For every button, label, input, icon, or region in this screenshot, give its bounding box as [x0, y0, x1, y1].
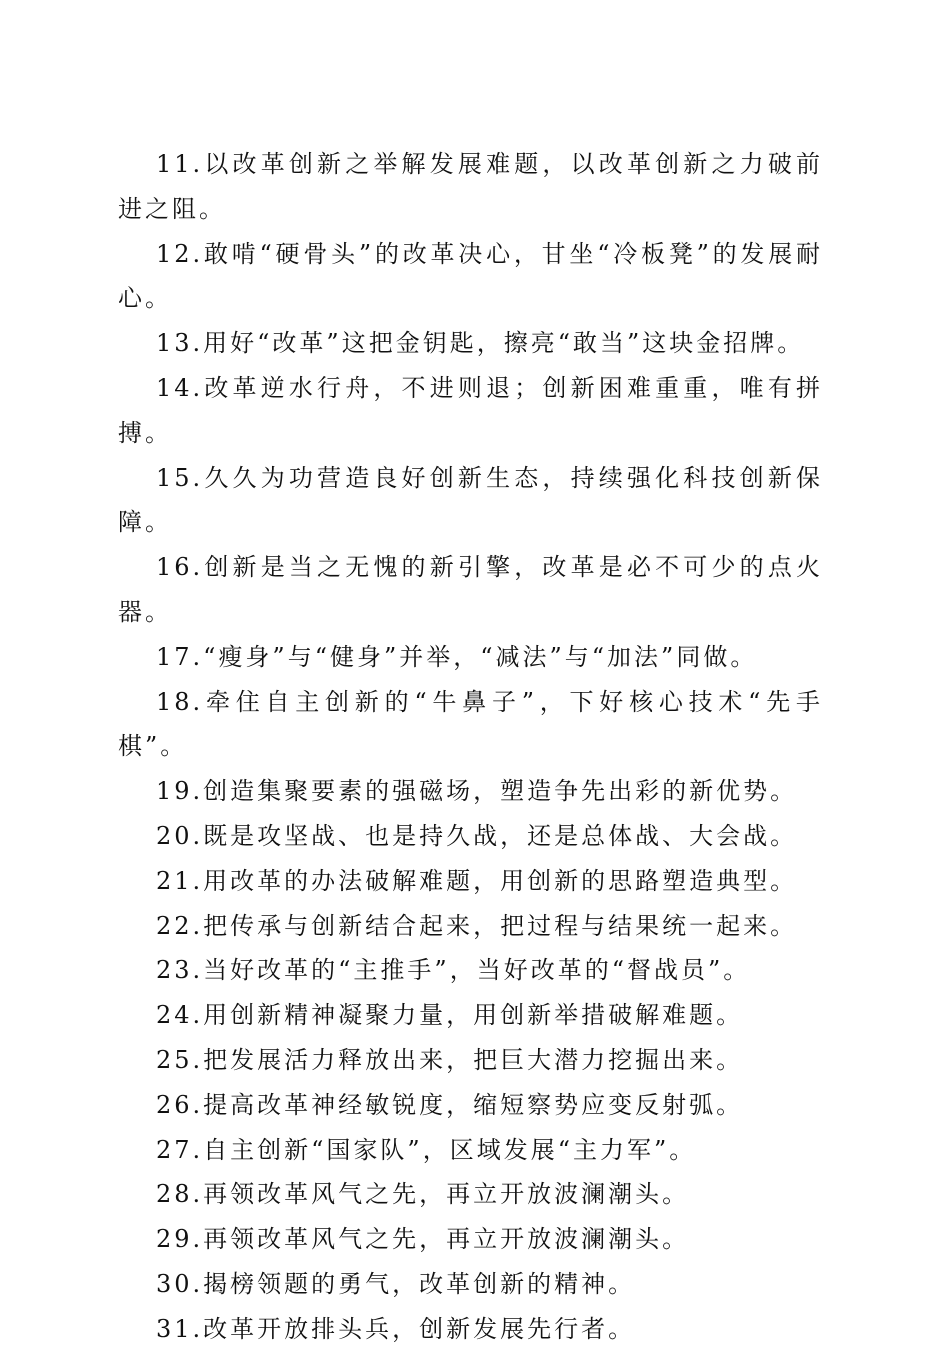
paragraph-29: 29.再领改革风气之先，再立开放波澜潮头。: [156, 1225, 690, 1254]
paragraph-24: 24.用创新精神凝聚力量，用创新举措破解难题。: [156, 1001, 744, 1030]
paragraph-20: 20.既是攻坚战、也是持久战，还是总体战、大会战。: [156, 821, 798, 850]
paragraph-18: 18.牵住自主创新的“牛鼻子”，下好核心技术“先手棋”。: [118, 687, 823, 761]
paragraph-19: 19.创造集聚要素的强磁场，塑造争先出彩的新优势。: [156, 777, 798, 806]
paragraph-27: 27.自主创新“国家队”，区域发展“主力军”。: [156, 1135, 697, 1164]
paragraph-25: 25.把发展活力释放出来，把巨大潜力挖掘出来。: [156, 1045, 744, 1074]
paragraph-31: 31.改革开放排头兵，创新发展先行者。: [156, 1314, 636, 1343]
paragraph-17: 17.“瘦身”与“健身”并举，“减法”与“加法”同做。: [156, 642, 758, 671]
paragraph-16: 16.创新是当之无愧的新引擎，改革是必不可少的点火器。: [118, 553, 823, 626]
paragraph-13: 13.用好“改革”这把金钥匙，擦亮“敢当”这块金招牌。: [156, 329, 805, 358]
paragraph-12: 12.敢啃“硬骨头”的改革决心，甘坐“冷板凳”的发展耐心。: [118, 239, 823, 313]
paragraph-15: 15.久久为功营造良好创新生态，持续强化科技创新保障。: [118, 463, 823, 537]
paragraph-14: 14.改革逆水行舟，不进则退；创新困难重重，唯有拼搏。: [118, 373, 823, 447]
paragraph-30: 30.揭榜领题的勇气，改革创新的精神。: [156, 1269, 636, 1298]
paragraph-11: 11.以改革创新之举解发展难题，以改革创新之力破前进之阻。: [118, 150, 823, 223]
paragraph-21: 21.用改革的办法破解难题，用创新的思路塑造典型。: [156, 866, 798, 895]
paragraph-26: 26.提高改革神经敏锐度，缩短察势应变反射弧。: [156, 1090, 744, 1119]
paragraph-23: 23.当好改革的“主推手”，当好改革的“督战员”。: [156, 956, 751, 985]
paragraph-22: 22.把传承与创新结合起来，把过程与结果统一起来。: [156, 911, 798, 940]
paragraph-28: 28.再领改革风气之先，再立开放波澜潮头。: [156, 1180, 690, 1209]
document-body: [118, 142, 823, 1352]
